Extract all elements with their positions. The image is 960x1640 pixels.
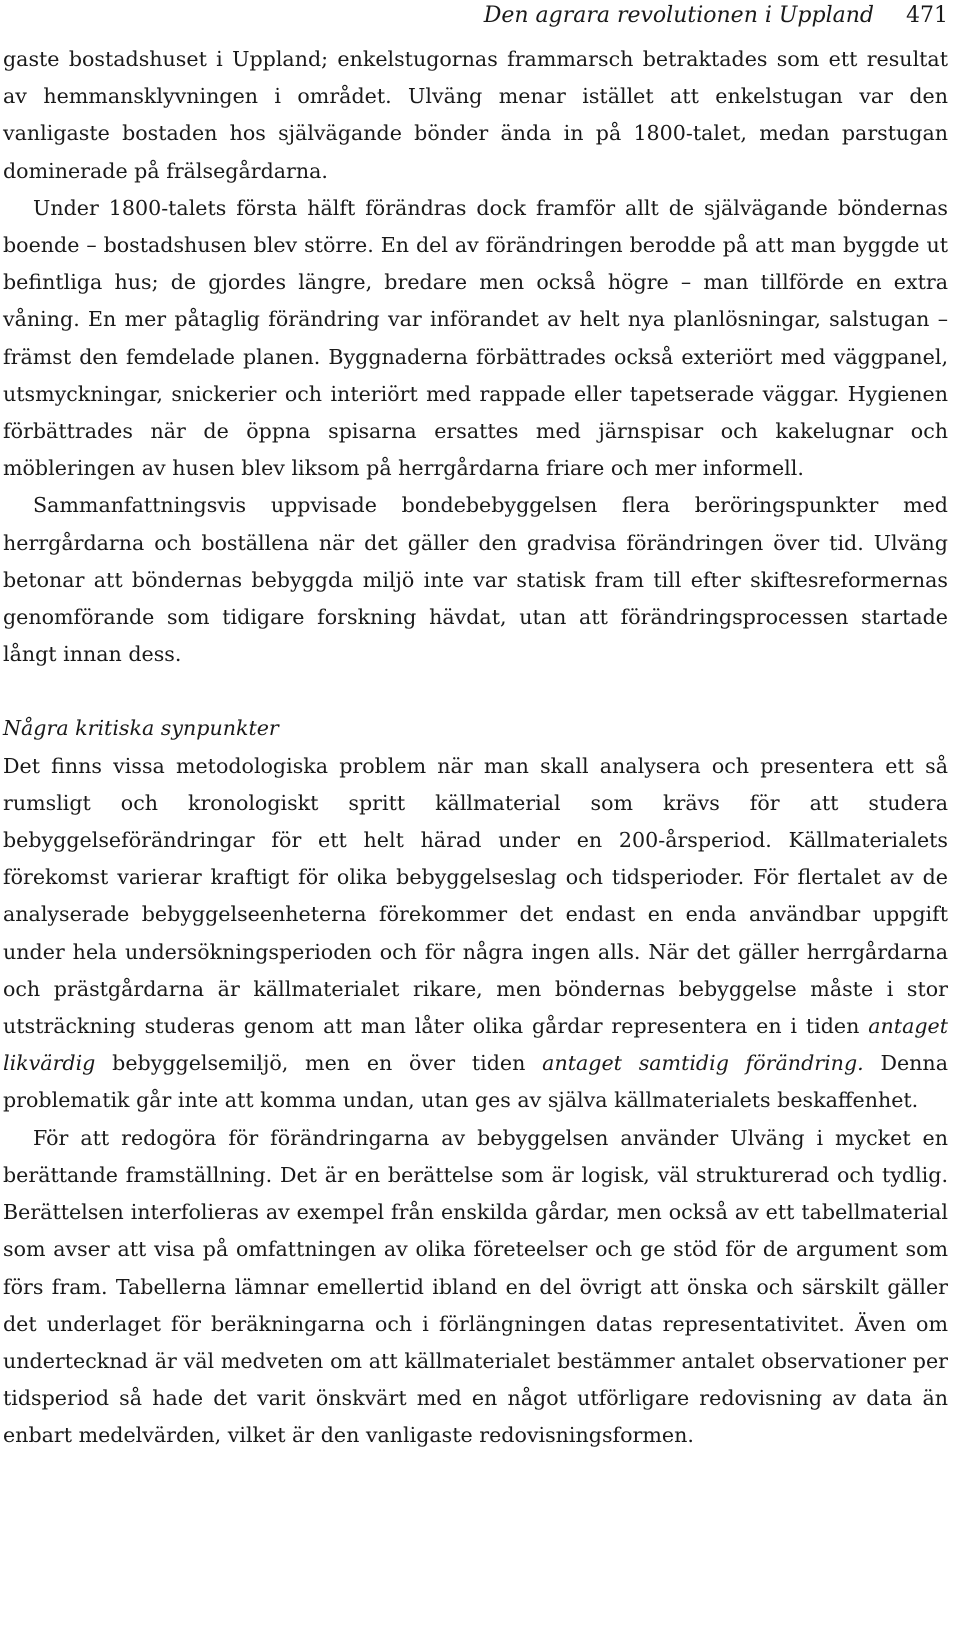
paragraph-3: Sammanfattningsvis uppvisade bondebebyggelsen flera beröringspunkter med herrgårdarna och boställena när det gäller den gradvisa förändringen över tid. Ulväng betonar att böndernas bebyggda miljö inte var statisk fram till efter skiftesreformernas genomförande som tidigare forskning hävdat, utan att förändringsprocessen startade långt innan dess.: [3, 493, 948, 667]
paragraph-4-part-a: Det finns vissa metodologiska problem när man skall analysera och presentera ett så rumsligt och kronologiskt spritt källmaterial som krävs för att studera bebyggelseförändringar för ett helt härad under en 200-årsperiod. Källmaterialets förekomst varierar kraftigt för olika bebyggelseslag och tidsperioder. För flertalet av de analyserade bebyggelseenheterna förekommer det endast en enda användbar uppgift under hela undersökningsperioden och för några ingen alls. När det gäller herrgårdarna och prästgårdarna är källmaterialet rikare, men böndernas bebyggelse måste i stor utsträckning studeras genom att man låter olika gårdar representera en i tiden: [3, 753, 948, 1039]
emphasis-2: antaget samtidig förändring.: [542, 1051, 864, 1076]
section-heading: Några kritiska synpunkter: [3, 716, 279, 741]
paragraph-4: [3, 748, 948, 1120]
section-spacer: [3, 673, 948, 710]
paragraph-4-part-b: bebyggelsemiljö, men en över tiden: [95, 1051, 543, 1076]
running-title: Den agrara revolutionen i Uppland: [483, 3, 874, 28]
paragraph-2: Under 1800-talets första hälft förändras dock framför allt de självägande böndernas boende – bostadshusen blev större. En del av förändringen berodde på att man byggde ut befintliga hus; de gjordes längre, bredare men också högre – man tillförde en extra våning. En mer påtaglig förändring var införandet av helt nya planlösningar, salstugan – främst den femdelade planen. Byggnaderna förbättrades också exteriört med väggpanel, utsmyckningar, snickerier och interiört med rappade eller tapetserade väggar. Hygienen förbättrades när de öppna spisarna ersattes med järnspisar och kakelugnar och möbleringen av husen blev liksom på herrgårdarna friare och mer informell.: [3, 195, 948, 481]
running-header: [3, 0, 948, 32]
paragraph-4-part-c: Denna problematik går inte att komma undan, utan ges av själva källmaterialets beskaffenhet.: [3, 1051, 948, 1113]
emphasis-1: antaget likvärdig: [3, 1014, 948, 1076]
page-number: 471: [906, 3, 948, 28]
paragraph-5: För att redogöra för förändringarna av bebyggelsen använder Ulväng i mycket en berättande framställning. Det är en berättelse som är logisk, väl strukturerad och tydlig. Berättelsen interfolieras av exempel från enskilda gårdar, men också av ett tabellmaterial som avser att visa på omfattningen av olika företeelser och ge stöd för de argument som förs fram. Tabellerna lämnar emellertid ibland en del övrigt att önska och särskilt gäller det underlaget för beräkningarna och i förlängningen datas representativitet. Även om undertecknad är väl medveten om att källmaterialet bestämmer antalet observationer per tidsperiod så hade det varit önskvärt med en något utförligare redovisning av data än enbart medelvärden, vilket är den vanligaste redovisningsformen.: [3, 1125, 948, 1448]
paragraph-1: gaste bostadshuset i Uppland; enkelstugornas frammarsch betraktades som ett resultat av hemmansklyvningen i området. Ulväng menar istället att enkelstugan var den vanligaste bostaden hos självägande bönder ända in på 1800-talet, medan parstugan dominerade på frälsegårdarna.: [3, 47, 948, 183]
